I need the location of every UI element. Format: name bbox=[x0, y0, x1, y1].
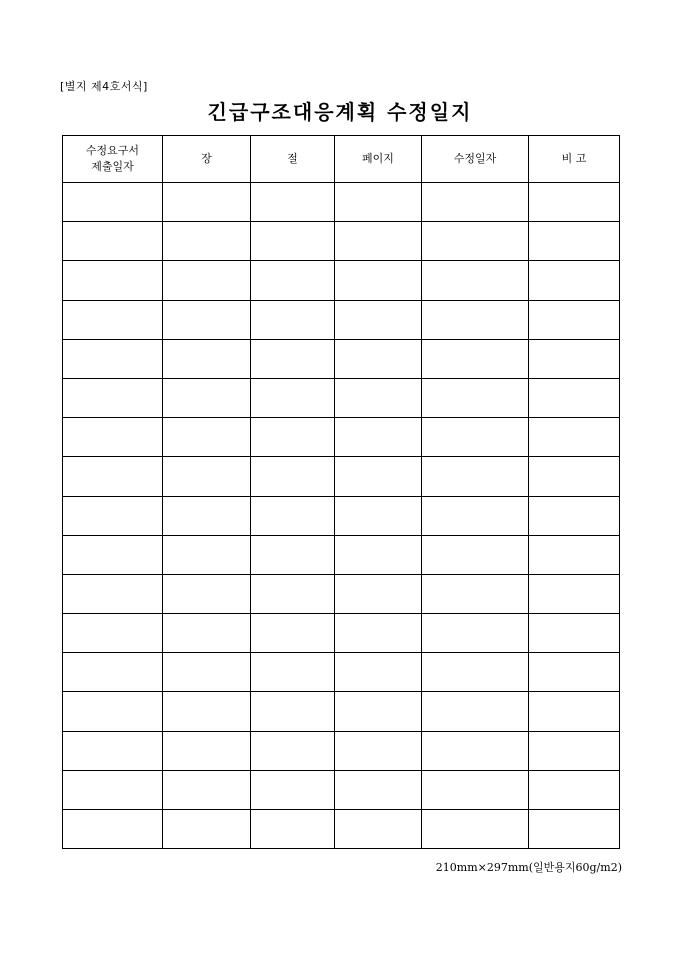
table-cell[interactable] bbox=[251, 261, 335, 300]
table-cell[interactable] bbox=[335, 731, 422, 770]
table-cell[interactable] bbox=[335, 810, 422, 849]
table-cell[interactable] bbox=[163, 614, 251, 653]
table-cell[interactable] bbox=[335, 614, 422, 653]
table-cell[interactable] bbox=[163, 731, 251, 770]
table-cell[interactable] bbox=[163, 378, 251, 417]
table-cell[interactable] bbox=[251, 300, 335, 339]
table-cell[interactable] bbox=[529, 378, 620, 417]
table-cell[interactable] bbox=[163, 339, 251, 378]
header-submission-date bbox=[63, 136, 163, 183]
table-cell[interactable] bbox=[163, 418, 251, 457]
table-cell[interactable] bbox=[63, 183, 163, 222]
table-cell[interactable] bbox=[335, 653, 422, 692]
form-label: [별지 제4호서식] bbox=[60, 80, 148, 93]
table-cell[interactable] bbox=[63, 300, 163, 339]
table-cell[interactable] bbox=[63, 574, 163, 613]
table-row bbox=[63, 222, 620, 261]
table-cell[interactable] bbox=[422, 418, 529, 457]
paper-size-note: 210mm×297mm(일반용지60g/m2) bbox=[435, 861, 622, 874]
table-cell[interactable] bbox=[335, 496, 422, 535]
table-cell[interactable] bbox=[163, 692, 251, 731]
table-cell[interactable] bbox=[251, 457, 335, 496]
table-cell[interactable] bbox=[335, 418, 422, 457]
header-page: 페이지 bbox=[335, 136, 422, 183]
table-cell[interactable] bbox=[63, 653, 163, 692]
table-row bbox=[63, 339, 620, 378]
table-cell[interactable] bbox=[422, 653, 529, 692]
table-header-row bbox=[63, 136, 620, 183]
table-cell[interactable] bbox=[529, 574, 620, 613]
table-row bbox=[63, 300, 620, 339]
table-cell[interactable] bbox=[335, 457, 422, 496]
table-cell[interactable] bbox=[529, 535, 620, 574]
table-cell[interactable] bbox=[251, 614, 335, 653]
table-cell[interactable] bbox=[163, 300, 251, 339]
table-cell[interactable] bbox=[251, 183, 335, 222]
table-row bbox=[63, 653, 620, 692]
table-cell[interactable] bbox=[529, 692, 620, 731]
table-cell[interactable] bbox=[251, 418, 335, 457]
table-cell[interactable] bbox=[529, 614, 620, 653]
table-cell[interactable] bbox=[163, 222, 251, 261]
revision-log-table bbox=[62, 135, 620, 849]
table-cell[interactable] bbox=[163, 574, 251, 613]
table-cell[interactable] bbox=[422, 300, 529, 339]
table-cell[interactable] bbox=[163, 770, 251, 809]
table-cell[interactable] bbox=[422, 692, 529, 731]
table-cell[interactable] bbox=[251, 222, 335, 261]
table-row bbox=[63, 457, 620, 496]
header-section: 절 bbox=[251, 136, 335, 183]
table-cell[interactable] bbox=[335, 339, 422, 378]
table-cell[interactable] bbox=[251, 378, 335, 417]
table-cell[interactable] bbox=[335, 183, 422, 222]
table-cell[interactable] bbox=[63, 692, 163, 731]
table-cell[interactable] bbox=[251, 574, 335, 613]
table-cell[interactable] bbox=[251, 535, 335, 574]
table-cell[interactable] bbox=[529, 418, 620, 457]
table-row bbox=[63, 614, 620, 653]
page-title: 긴급구조대응계획 수정일지 bbox=[207, 100, 473, 124]
table-cell[interactable] bbox=[335, 770, 422, 809]
table-cell[interactable] bbox=[422, 574, 529, 613]
table-cell[interactable] bbox=[422, 496, 529, 535]
table-cell[interactable] bbox=[251, 339, 335, 378]
table-cell[interactable] bbox=[529, 457, 620, 496]
header-remarks: 비 고 bbox=[529, 136, 620, 183]
table-cell[interactable] bbox=[63, 418, 163, 457]
table-cell[interactable] bbox=[251, 810, 335, 849]
table-cell[interactable] bbox=[529, 731, 620, 770]
table-cell[interactable] bbox=[335, 378, 422, 417]
table-cell[interactable] bbox=[335, 535, 422, 574]
table-cell[interactable] bbox=[163, 535, 251, 574]
table-cell[interactable] bbox=[63, 614, 163, 653]
table-cell[interactable] bbox=[63, 810, 163, 849]
table-cell[interactable] bbox=[163, 261, 251, 300]
table-row bbox=[63, 418, 620, 457]
table-cell[interactable] bbox=[163, 810, 251, 849]
table-cell[interactable] bbox=[529, 339, 620, 378]
table-cell[interactable] bbox=[251, 731, 335, 770]
table-cell[interactable] bbox=[422, 810, 529, 849]
table-cell[interactable] bbox=[251, 653, 335, 692]
table-cell[interactable] bbox=[63, 496, 163, 535]
header-revision-date: 수정일자 bbox=[422, 136, 529, 183]
table-row bbox=[63, 378, 620, 417]
table-cell[interactable] bbox=[163, 457, 251, 496]
header-submission-date-line2: 제출일자 bbox=[91, 160, 134, 173]
table-cell[interactable] bbox=[422, 535, 529, 574]
table-cell[interactable] bbox=[422, 222, 529, 261]
table-cell[interactable] bbox=[251, 770, 335, 809]
table-row bbox=[63, 692, 620, 731]
table-row bbox=[63, 183, 620, 222]
table-cell[interactable] bbox=[422, 339, 529, 378]
table-row bbox=[63, 261, 620, 300]
table-cell[interactable] bbox=[63, 222, 163, 261]
table-cell[interactable] bbox=[63, 731, 163, 770]
table-cell[interactable] bbox=[529, 810, 620, 849]
table-cell[interactable] bbox=[335, 300, 422, 339]
table-cell[interactable] bbox=[529, 183, 620, 222]
table-cell[interactable] bbox=[335, 222, 422, 261]
header-chapter: 장 bbox=[163, 136, 251, 183]
table-cell[interactable] bbox=[63, 378, 163, 417]
table-cell[interactable] bbox=[529, 770, 620, 809]
table-row bbox=[63, 496, 620, 535]
table-cell[interactable] bbox=[422, 378, 529, 417]
table-cell[interactable] bbox=[335, 692, 422, 731]
table-row bbox=[63, 574, 620, 613]
table-row bbox=[63, 810, 620, 849]
table-cell[interactable] bbox=[163, 496, 251, 535]
table-cell[interactable] bbox=[63, 457, 163, 496]
table-cell[interactable] bbox=[63, 339, 163, 378]
table-cell[interactable] bbox=[63, 261, 163, 300]
table-cell[interactable] bbox=[529, 653, 620, 692]
table-cell[interactable] bbox=[422, 731, 529, 770]
table-cell[interactable] bbox=[422, 183, 529, 222]
table-cell[interactable] bbox=[422, 261, 529, 300]
table-cell[interactable] bbox=[163, 183, 251, 222]
table-cell[interactable] bbox=[422, 614, 529, 653]
header-submission-date-line1: 수정요구서 bbox=[85, 144, 140, 157]
table-row bbox=[63, 731, 620, 770]
table-cell[interactable] bbox=[63, 535, 163, 574]
table-cell[interactable] bbox=[251, 496, 335, 535]
table-cell[interactable] bbox=[529, 300, 620, 339]
table-body bbox=[63, 183, 620, 849]
table-cell[interactable] bbox=[529, 222, 620, 261]
table-cell[interactable] bbox=[335, 261, 422, 300]
table-cell[interactable] bbox=[529, 261, 620, 300]
table-row bbox=[63, 770, 620, 809]
table-cell[interactable] bbox=[163, 653, 251, 692]
table-row bbox=[63, 535, 620, 574]
table-cell[interactable] bbox=[529, 496, 620, 535]
table-cell[interactable] bbox=[63, 770, 163, 809]
table-cell[interactable] bbox=[422, 770, 529, 809]
table-cell[interactable] bbox=[335, 574, 422, 613]
table-cell[interactable] bbox=[422, 457, 529, 496]
table-cell[interactable] bbox=[251, 692, 335, 731]
